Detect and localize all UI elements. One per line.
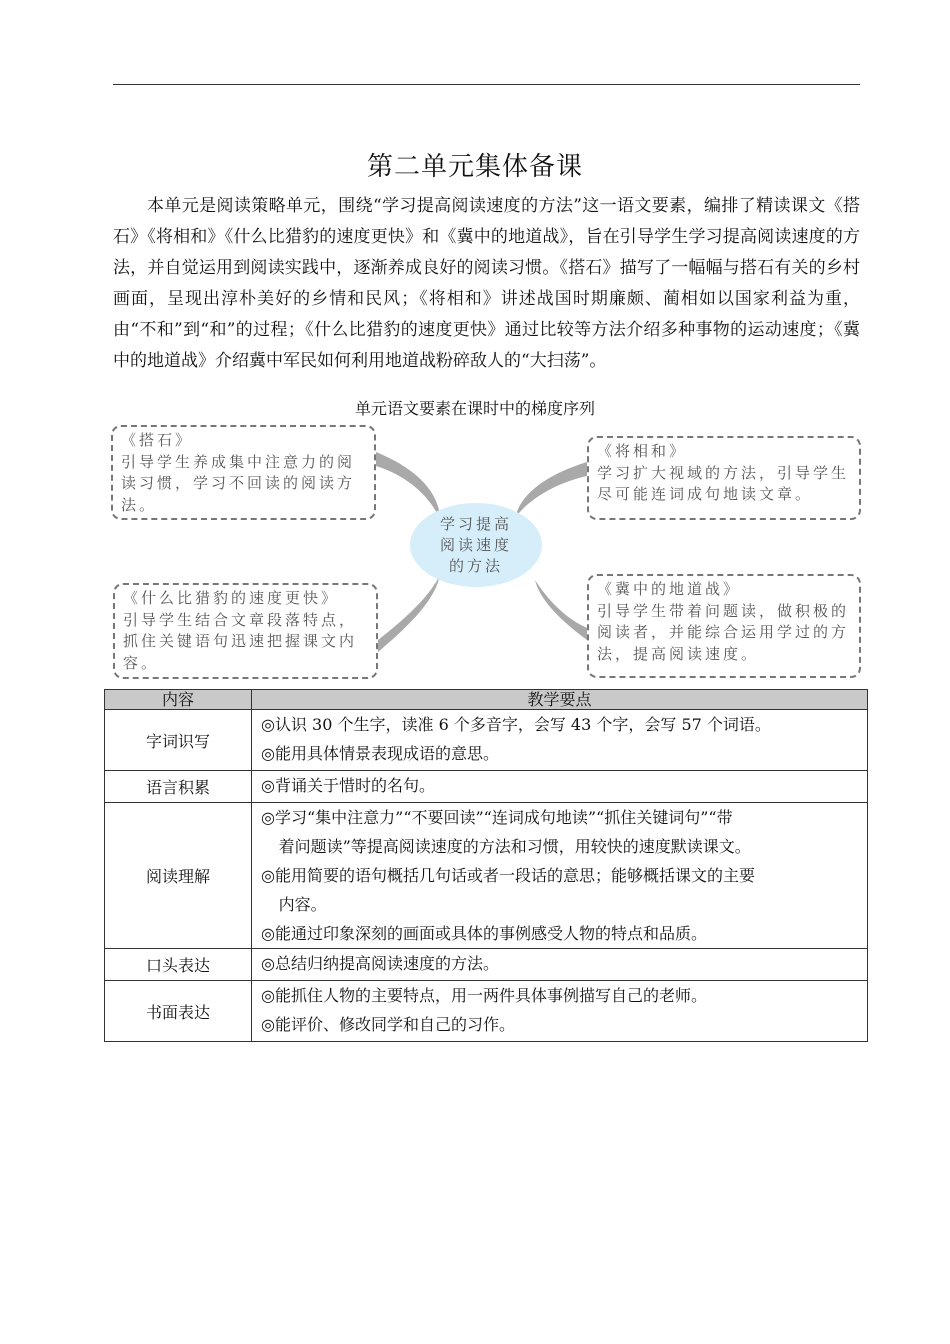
row-item: ◎能通过印象深刻的画面或具体的事例感受人物的特点和品质。 (261, 924, 707, 943)
row-label: 口头表达 (105, 949, 252, 981)
row-content (252, 949, 868, 981)
table-row (105, 949, 868, 981)
page-title: 第二单元集体备课 (366, 152, 583, 182)
table-row (105, 803, 868, 949)
row-item: ◎学习“集中注意力”“不要回读”“连词成句地读”“抓住关键词句”“带 (261, 808, 733, 827)
box-title: 《什么比猎豹的速度更快》 (123, 589, 340, 607)
box-title: 《冀中的地道战》 (597, 580, 742, 598)
box-title: 《搭石》 (121, 431, 194, 449)
row-label: 字词识写 (105, 710, 252, 771)
intro-text: 本单元是阅读策略单元，围绕“学习提高阅读速度的方法”这一语文要素，编排了精读课文《搭石》《将相和》《什么比猎豹的速度更快》和《冀中的地道战》，旨在引导学生学习提高阅读速度的方法，并自觉运用到阅读实践中，逐渐养成良好的阅读习惯。《搭石》描写了一幅幅与搭石有关的乡村画面，呈现出淳朴美好的乡情和民风；《将相和》讲述战国时期廉颇、蔺相如以国家利益为重，由“不和”到“和”的过程；《什么比猎豹的速度更快》通过比较等方法介绍多种事物的运动速度；《冀中的地道战》介绍冀中军民如何利用地道战粉碎敌人的“大扫荡”。 (113, 196, 860, 371)
row-content (252, 710, 868, 771)
row-content (252, 771, 868, 803)
row-item: 内容。 (278, 895, 327, 914)
row-item: 着问题读”等提高阅读速度的方法和习惯，用较快的速度默读课文。 (278, 837, 751, 856)
center-text: 学习提高阅读速度的方法 (439, 514, 512, 575)
row-item: ◎能用具体情景表现成语的意思。 (261, 744, 499, 763)
connector-top-right (515, 462, 587, 518)
row-content (252, 803, 868, 949)
connector-bottom-right (535, 580, 587, 640)
row-item: ◎能抓住人物的主要特点，用一两件具体事例描写自己的老师。 (261, 986, 707, 1005)
header-points: 教学要点 (252, 690, 868, 710)
header-content: 内容 (105, 690, 252, 710)
teaching-points-table (104, 689, 868, 1042)
table-row (105, 710, 868, 771)
diagram-caption: 单元语文要素在课时中的梯度序列 (354, 399, 595, 418)
diagram-box-liebao (113, 583, 378, 679)
connector-top-left (376, 452, 440, 520)
table-row (105, 981, 868, 1042)
connector-bottom-left (378, 575, 440, 652)
row-content (252, 981, 868, 1042)
diagram-box-didaozhan (587, 574, 861, 678)
row-item: ◎能评价、修改同学和自己的习作。 (261, 1015, 515, 1034)
row-item: ◎总结归纳提高阅读速度的方法。 (261, 954, 499, 973)
table-row (105, 771, 868, 803)
diagram-center-ellipse (410, 503, 542, 587)
row-item: ◎背诵关于惜时的名句。 (261, 776, 435, 795)
row-label: 阅读理解 (105, 803, 252, 949)
row-item: ◎认识 30 个生字，读准 6 个多音字，会写 43 个字，会写 57 个词语。 (261, 715, 771, 734)
diagram-box-dashi (111, 425, 376, 520)
row-item: ◎能用简要的语句概括几句话或者一段话的意思；能够概括课文的主要 (261, 866, 755, 885)
box-text: 学习扩大视域的方法，引导学生尽可能连词成句地读文章。 (597, 463, 850, 503)
table-header-row (105, 690, 868, 710)
row-label: 语言积累 (105, 771, 252, 803)
diagram-box-jiangxianghe (587, 436, 861, 520)
box-title: 《将相和》 (597, 442, 688, 460)
box-text: 引导学生养成集中注意力的阅读习惯，学习不回读的阅读方法。 (121, 452, 356, 514)
box-text: 引导学生带着问题读，做积极的阅读者，并能综合运用学过的方法，提高阅读速度。 (597, 601, 850, 663)
box-text: 引导学生结合文章段落特点，抓住关键语句迅速把握课文内容。 (123, 610, 358, 672)
row-label: 书面表达 (105, 981, 252, 1042)
